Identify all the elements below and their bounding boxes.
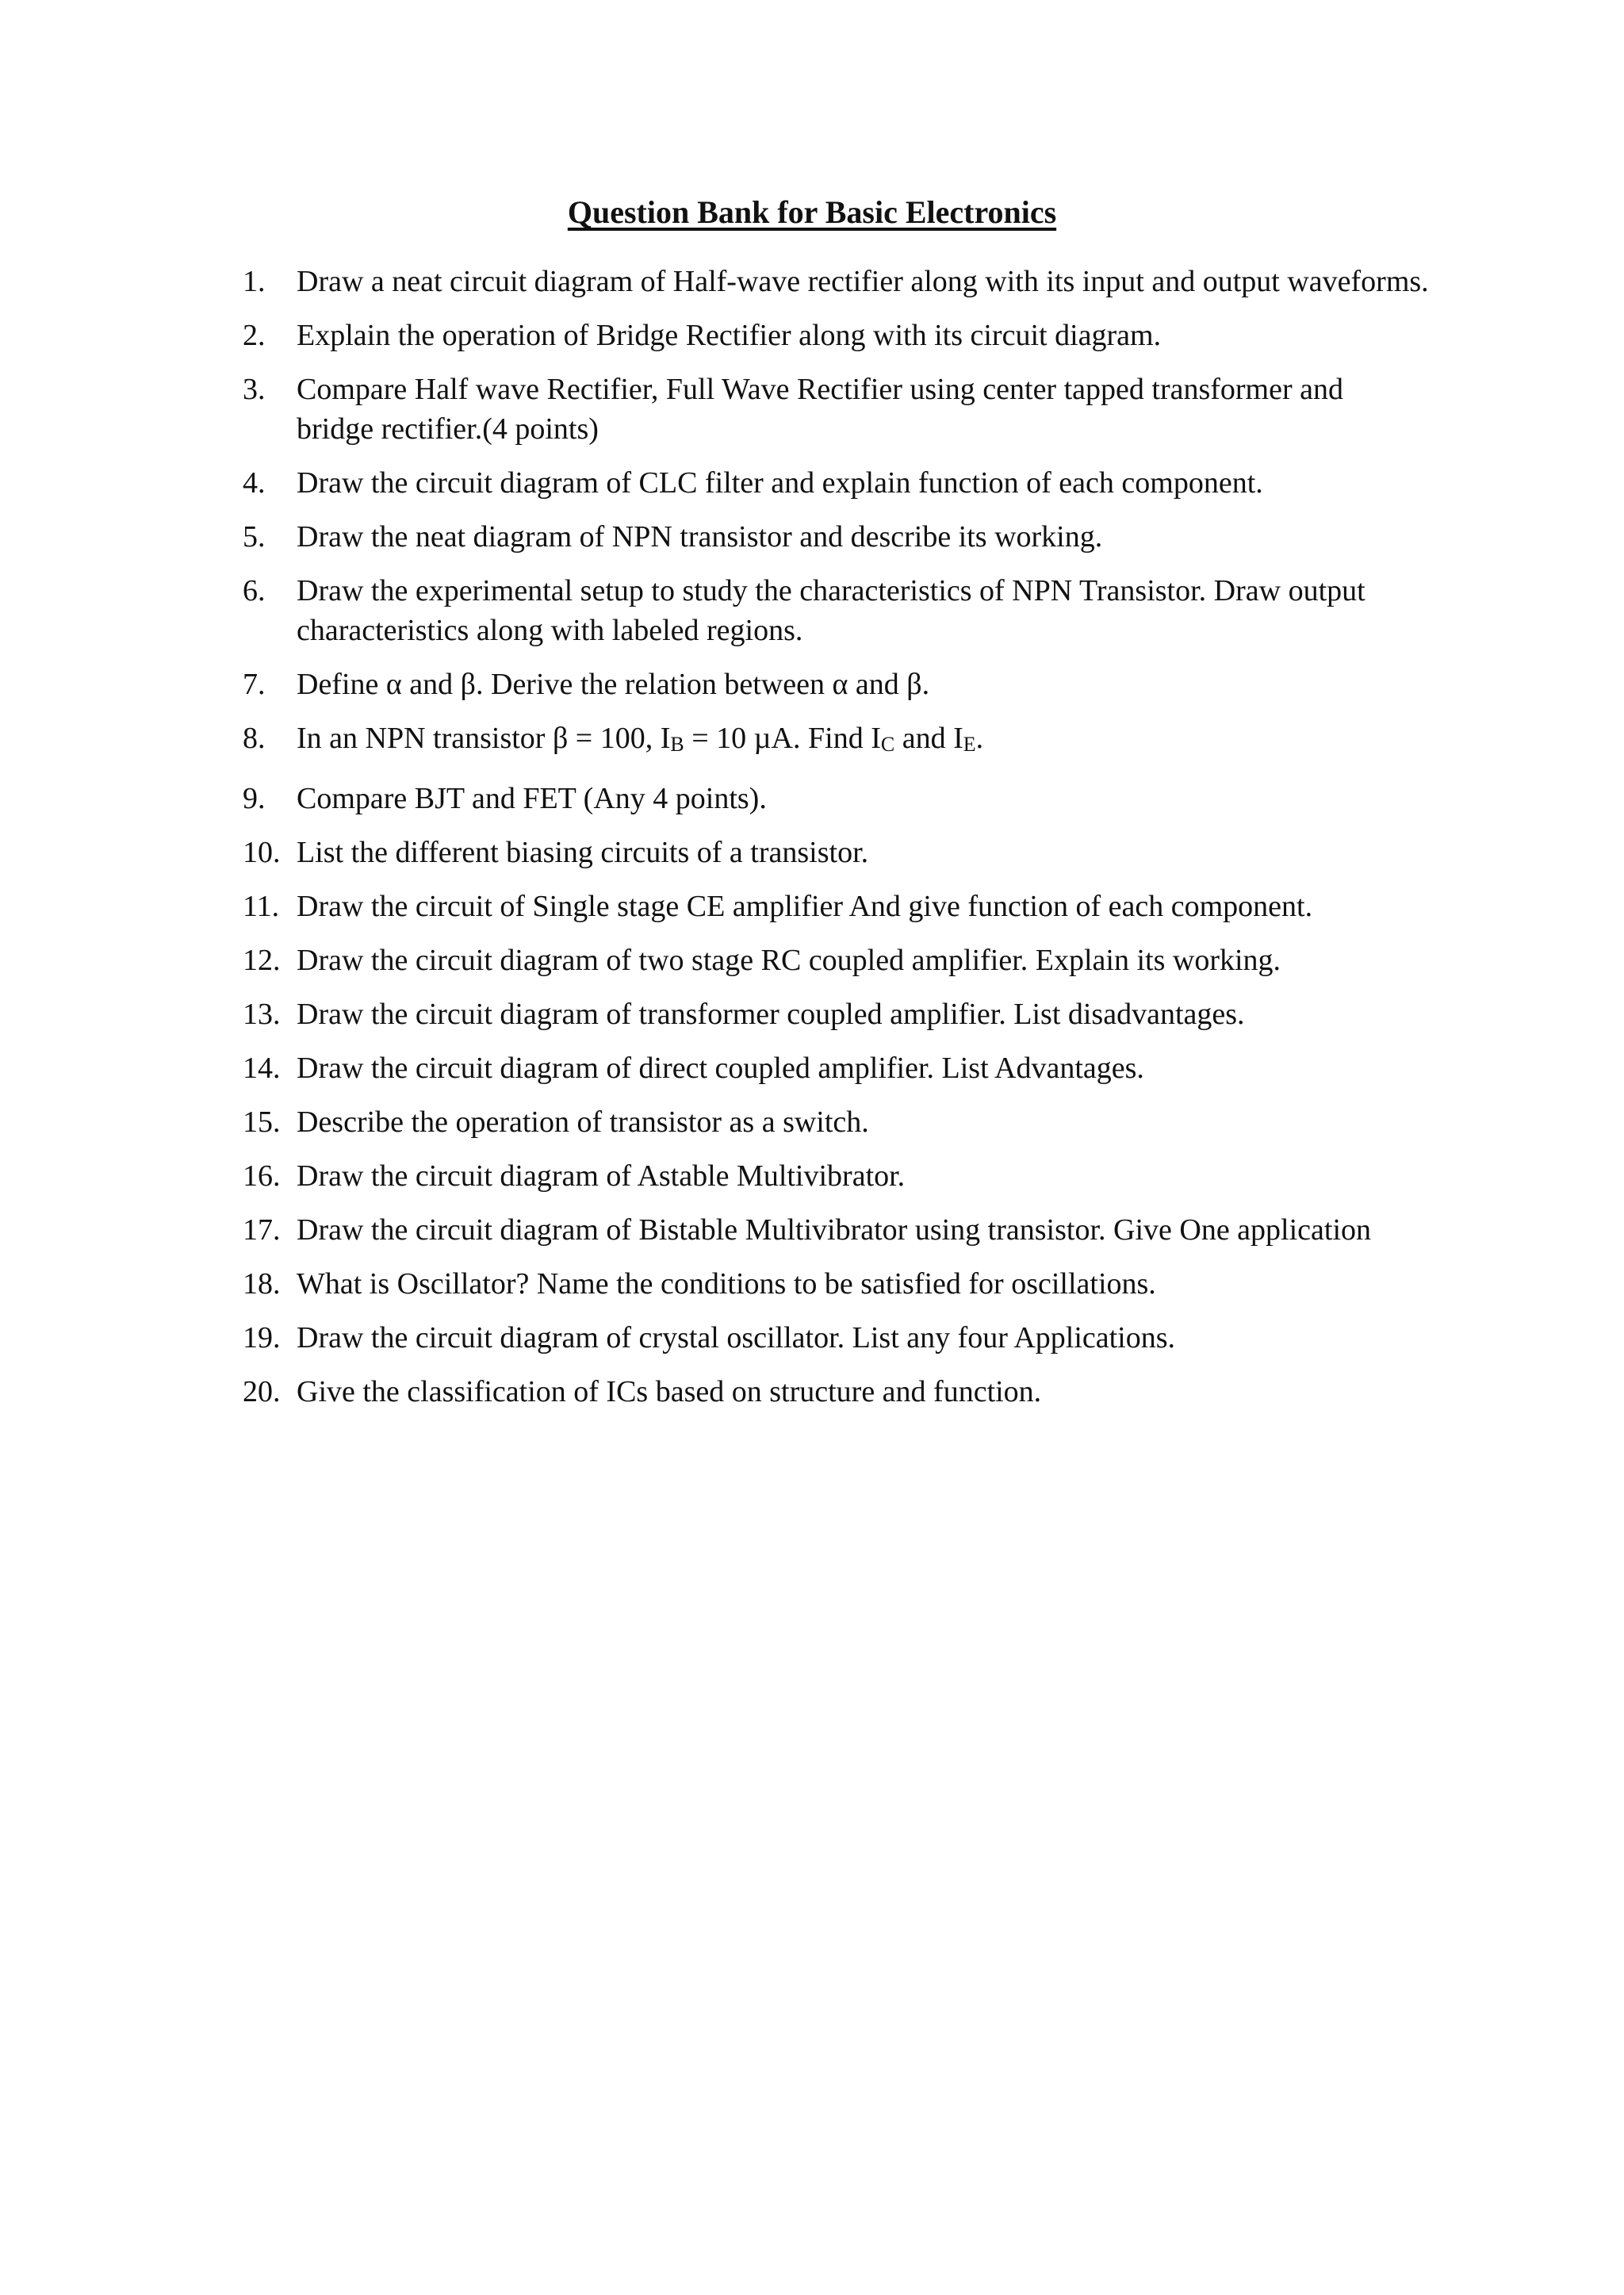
question-number: 1. <box>243 265 266 298</box>
question-item <box>243 1048 1591 1088</box>
subscript-e: E <box>963 733 976 756</box>
question-number: 14. <box>243 1052 281 1085</box>
question-text-line: Compare Half wave Rectifier, Full Wave Rectifier using center tapped transformer and <box>297 373 1343 406</box>
question-item <box>243 262 1591 301</box>
question-number: 15. <box>243 1105 281 1139</box>
question-number: 6. <box>243 574 266 607</box>
question-text: Compare BJT and FET (Any 4 points). <box>297 782 767 815</box>
question-number: 12. <box>243 944 281 977</box>
question-item <box>243 571 1591 650</box>
question-item <box>243 1102 1591 1142</box>
question-text: Draw the circuit diagram of crystal oscillator. List any four Applications. <box>297 1321 1176 1354</box>
question-text: Give the classification of ICs based on structure and function. <box>297 1375 1042 1408</box>
question-number: 13. <box>243 998 281 1031</box>
question-item <box>243 370 1591 449</box>
question-number: 17. <box>243 1213 281 1247</box>
question-text: List the different biasing circuits of a transistor. <box>297 836 869 869</box>
question-item <box>243 833 1591 872</box>
question-item <box>243 517 1591 557</box>
question-item <box>243 779 1591 818</box>
question-text-line: characteristics along with labeled regions. <box>297 614 803 647</box>
question-item <box>243 941 1591 980</box>
question-number: 9. <box>243 782 266 815</box>
question-text: Draw the circuit diagram of two stage RC coupled amplifier. Explain its working. <box>297 944 1281 977</box>
question-text-line: bridge rectifier.(4 points) <box>297 412 599 446</box>
question-number: 3. <box>243 373 266 406</box>
document-title: Question Bank for Basic Electronics <box>567 194 1057 230</box>
question-text: Draw the circuit of Single stage CE amplifier And give function of each component. <box>297 890 1313 923</box>
question-number: 16. <box>243 1159 281 1193</box>
question-item <box>243 463 1591 503</box>
question-text: Draw the neat diagram of NPN transistor and describe its working. <box>297 520 1103 554</box>
question-item <box>243 1210 1591 1250</box>
question-number: 19. <box>243 1321 281 1354</box>
question-item <box>243 887 1591 926</box>
question-text: Draw the circuit diagram of transformer coupled amplifier. List disadvantages. <box>297 998 1245 1031</box>
question-text-part: and I <box>894 722 963 755</box>
question-number: 7. <box>243 668 266 701</box>
question-text: Draw the circuit diagram of Bistable Multivibrator using transistor. Give One application <box>297 1213 1372 1247</box>
question-item <box>243 1156 1591 1196</box>
question-text-part: . <box>975 722 984 755</box>
question-text: Describe the operation of transistor as a switch. <box>297 1105 869 1139</box>
question-text: Draw a neat circuit diagram of Half-wave rectifier along with its input and output waveforms. <box>297 265 1429 298</box>
question-text: What is Oscillator? Name the conditions to be satisfied for oscillations. <box>297 1267 1156 1301</box>
question-text: Draw the circuit diagram of Astable Multivibrator. <box>297 1159 906 1193</box>
question-number: 11. <box>243 890 280 923</box>
question-item <box>243 1318 1591 1358</box>
question-number: 10. <box>243 836 281 869</box>
question-number: 4. <box>243 466 266 500</box>
question-text: Explain the operation of Bridge Rectifier along with its circuit diagram. <box>297 319 1162 352</box>
question-item <box>243 718 1591 764</box>
question-text: Draw the circuit diagram of direct coupled amplifier. List Advantages. <box>297 1052 1144 1085</box>
question-number: 18. <box>243 1267 281 1301</box>
question-number: 8. <box>243 722 266 755</box>
question-number: 20. <box>243 1375 281 1408</box>
question-text <box>297 571 1565 650</box>
question-text: Define α and β. Derive the relation between α and β. <box>297 668 930 701</box>
subscript-c: C <box>880 733 895 756</box>
question-text-part: In an NPN transistor β = 100, I <box>297 722 671 755</box>
question-number: 5. <box>243 520 266 554</box>
question-text-line: Draw the experimental setup to study the characteristics of NPN Transistor. Draw output <box>297 574 1365 607</box>
question-item <box>243 665 1591 704</box>
question-text <box>297 370 1565 449</box>
question-text: Draw the circuit diagram of CLC filter and explain function of each component. <box>297 466 1263 500</box>
question-text <box>297 718 1565 764</box>
question-item <box>243 994 1591 1034</box>
question-list <box>243 262 1591 1426</box>
question-item <box>243 1264 1591 1304</box>
question-item <box>243 316 1591 355</box>
subscript-b: B <box>670 733 684 756</box>
question-item <box>243 1372 1591 1412</box>
question-number: 2. <box>243 319 266 352</box>
question-text-part: = 10 µA. Find I <box>684 722 881 755</box>
